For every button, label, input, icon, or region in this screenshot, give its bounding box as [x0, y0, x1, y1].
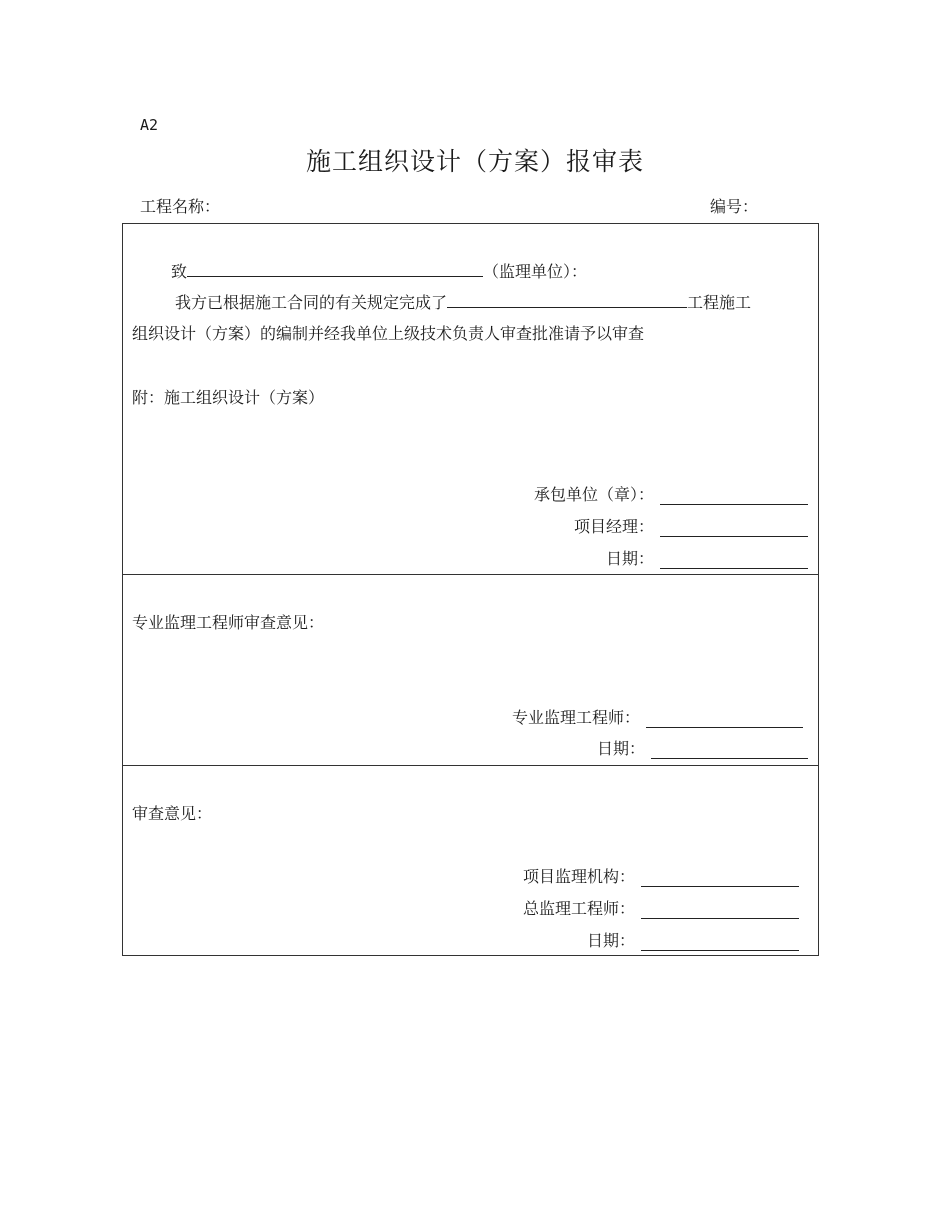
divider-1 [123, 574, 818, 575]
engineer-label: 专业监理工程师： [511, 708, 640, 727]
engineer-row [512, 705, 803, 728]
engineer-opinion-heading: 专业监理工程师审查意见： [132, 613, 325, 632]
review-opinion-heading: 审查意见： [132, 804, 213, 823]
chief-row [523, 896, 799, 919]
date-label-1: 日期： [605, 549, 654, 568]
to-suffix: （监理单位）： [483, 262, 588, 281]
chief-blank[interactable] [641, 904, 799, 919]
date-row-1 [606, 546, 808, 569]
contractor-blank[interactable] [660, 490, 808, 505]
body-line1-prefix: 我方已根据施工合同的有关规定完成了 [175, 293, 448, 312]
date-label-2: 日期： [596, 739, 645, 758]
form-table [122, 223, 819, 956]
supervisor-unit-blank[interactable] [187, 259, 483, 277]
form-code: A2 [140, 116, 159, 134]
engineer-blank[interactable] [646, 713, 803, 728]
divider-2 [123, 765, 818, 766]
addressee-line [171, 259, 587, 282]
page-title: 施工组织设计（方案）报审表 [305, 147, 644, 176]
contractor-label: 承包单位（章）： [533, 485, 654, 504]
project-name-label: 工程名称： [140, 197, 221, 216]
date-row-2 [597, 736, 808, 759]
attachment-note: 附：施工组织设计（方案） [132, 388, 325, 407]
pm-blank[interactable] [660, 522, 808, 537]
agency-row [523, 864, 799, 887]
contractor-row [534, 482, 808, 505]
date-label-3: 日期： [586, 931, 635, 950]
date-row-3 [587, 928, 799, 951]
agency-label: 项目监理机构： [522, 867, 635, 886]
body-line1-suffix: 工程施工 [687, 293, 752, 312]
body-line-2: 组织设计（方案）的编制并经我单位上级技术负责人审查批准请予以审查 [132, 324, 645, 343]
number-label: 编号： [710, 197, 759, 216]
pm-row [574, 514, 808, 537]
date-blank-1[interactable] [660, 554, 808, 569]
pm-label: 项目经理： [573, 517, 654, 536]
agency-blank[interactable] [641, 872, 799, 887]
project-blank[interactable] [447, 290, 687, 308]
chief-label: 总监理工程师： [522, 899, 635, 918]
to-prefix: 致 [171, 262, 188, 281]
date-blank-3[interactable] [641, 936, 799, 951]
date-blank-2[interactable] [651, 744, 808, 759]
body-line-1 [175, 290, 751, 313]
